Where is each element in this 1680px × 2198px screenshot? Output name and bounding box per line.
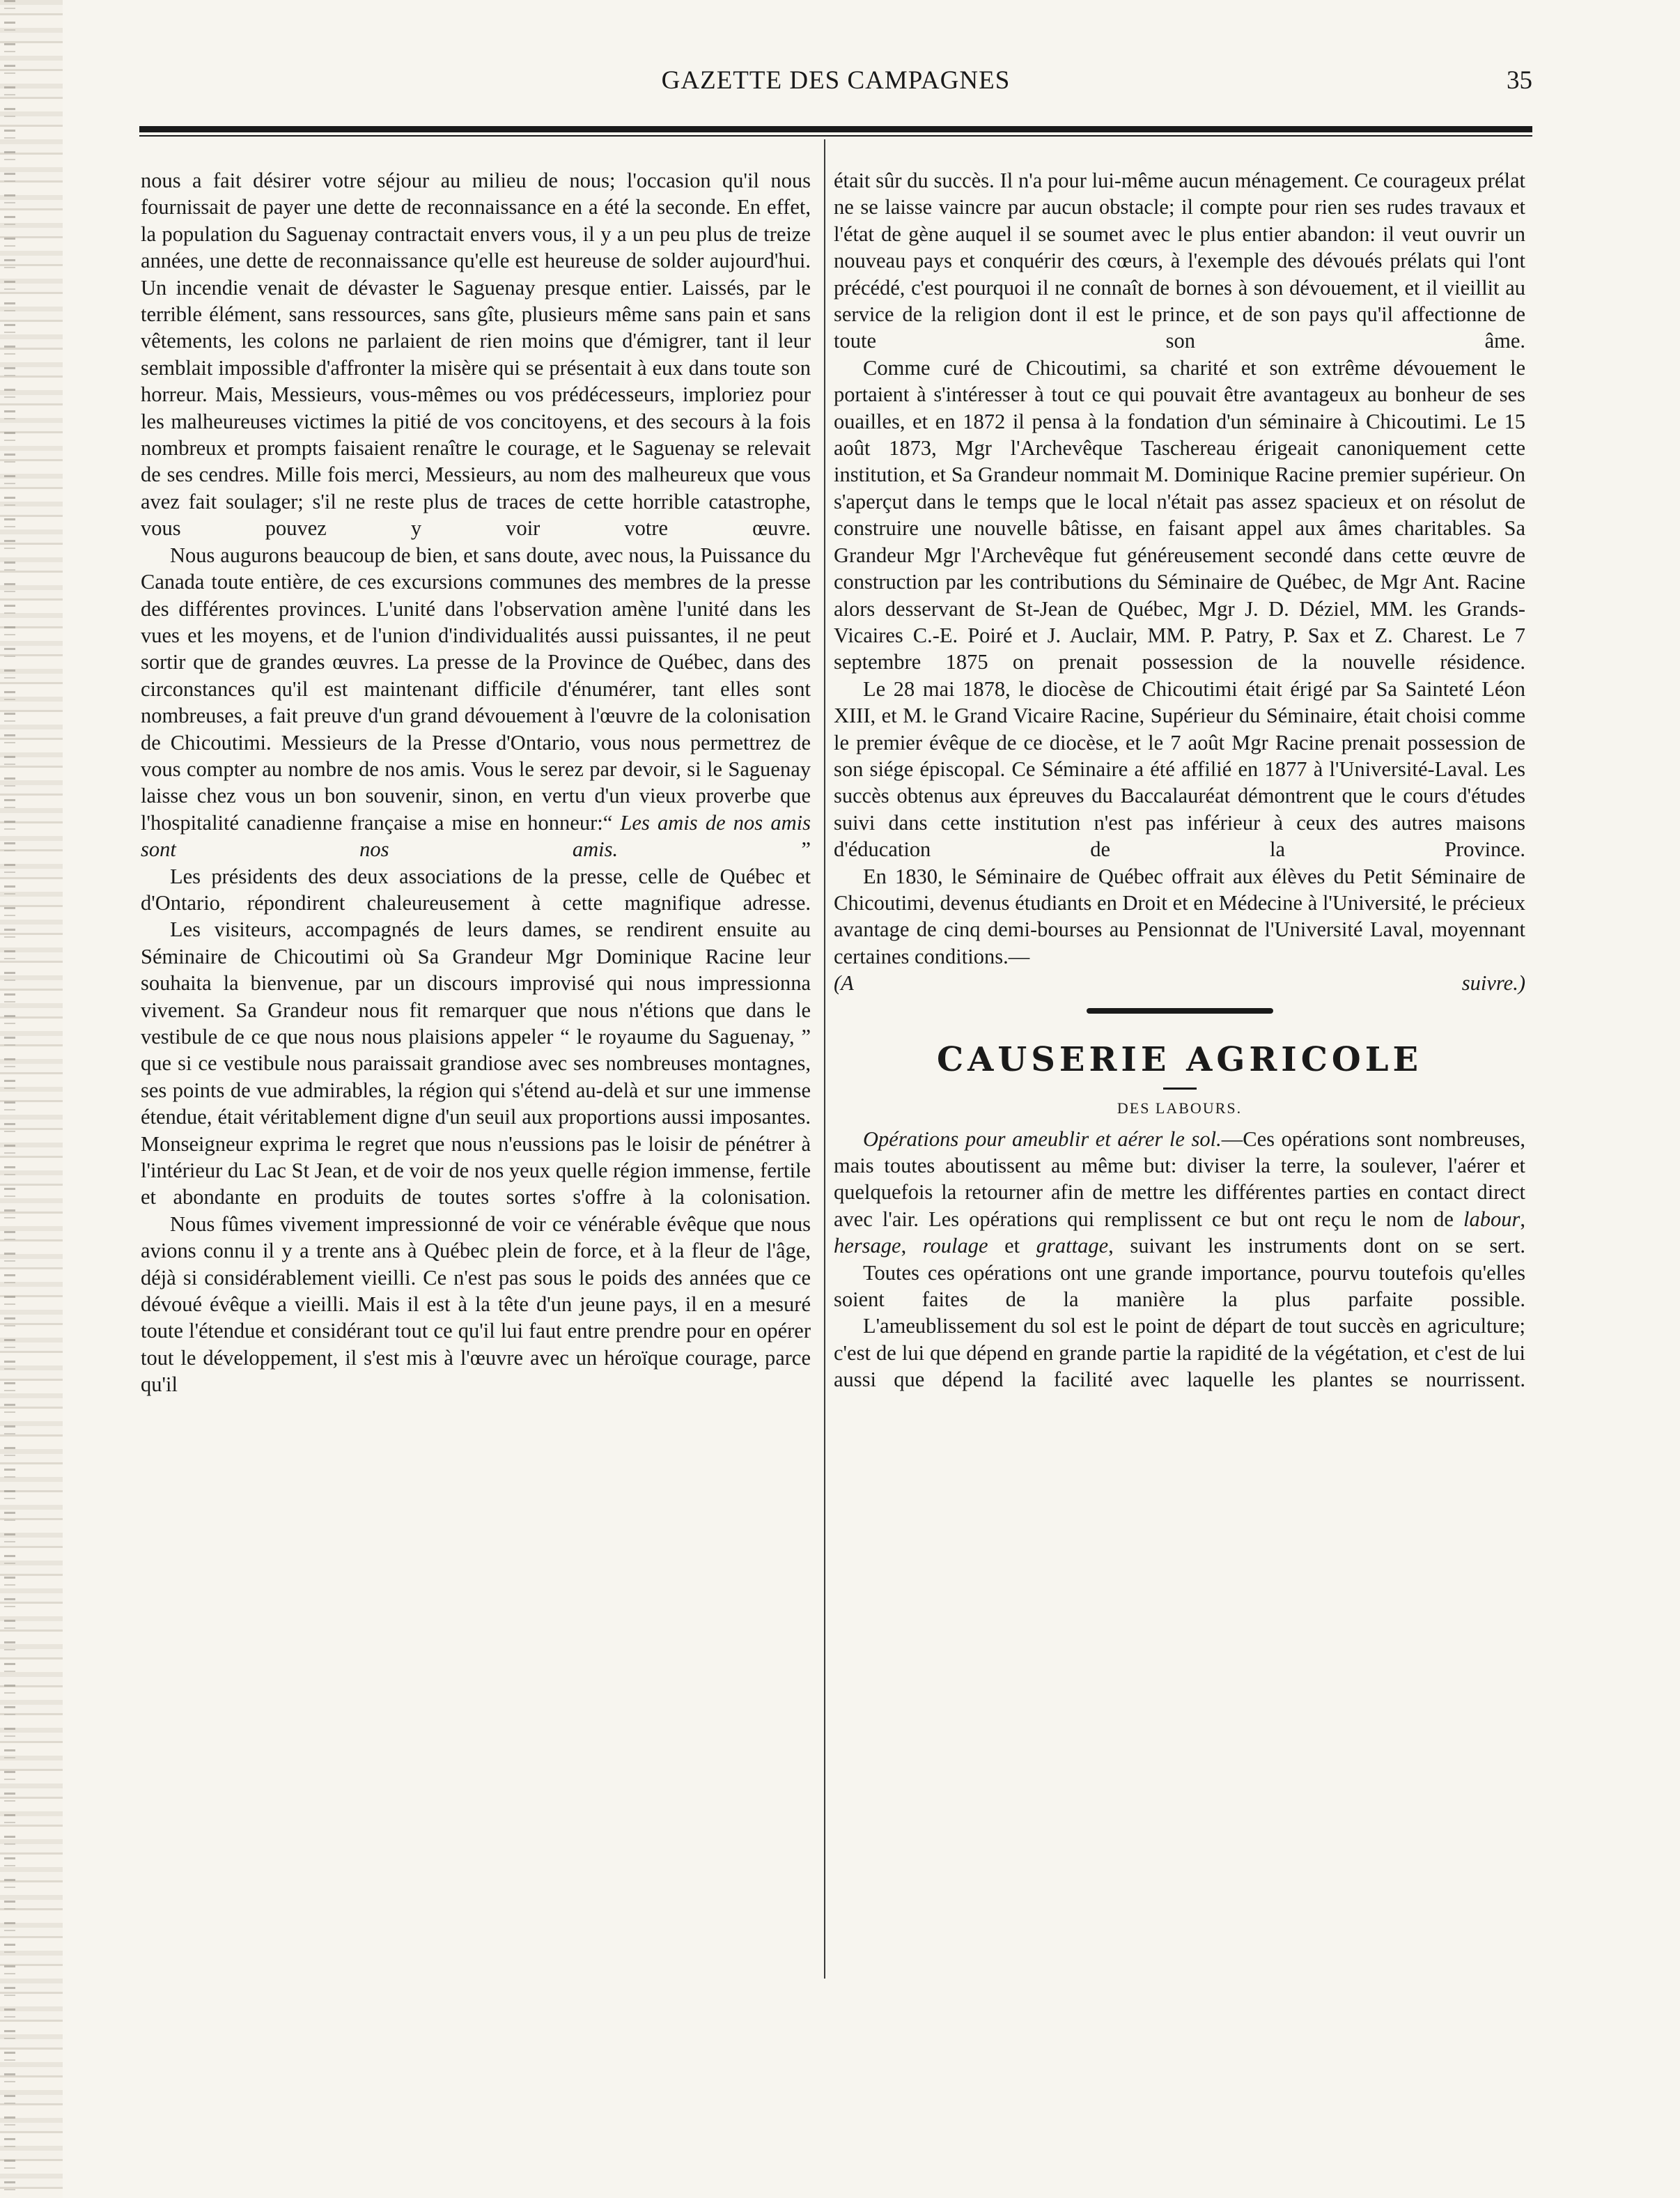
article-paragraph: Toutes ces opérations ont une grande importance, pourvu toutefois qu'elles soient faites de la manière la plus parfaite possible. (834, 1260, 1525, 1312)
article-paragraph: était sûr du succès. Il n'a pour lui-même aucun ménagement. Ce courageux prélat ne se laisse vaincre par aucun obstacle; il compte pour rien ses rudes travaux et l'état de gène auquel il se soumet avec le plus entier abandon: il veut ouvrir un nouveau pays et conquérir des cœurs, à l'exemple des dévoués prélats qui l'ont précédé, c'est pourquoi il ne connaît de bornes à son dévouement, et il vieillit au service de la religion dont il est le prince, et de son pays qu'il affectionne de toute son âme. (834, 169, 1525, 353)
article-paragraph: En 1830, le Séminaire de Québec offrait aux élèves du Petit Séminaire de Chicoutimi, devenus étudiants en Droit et en Médecine à l'Université, le précieux avantage de cinq demi-bourses au Pensionnat de l'Université Laval, moyennant certaines conditions.— (834, 864, 1525, 968)
article-paragraph: L'ameublissement du sol est le point de départ de tout succès en agriculture; c'est de lui que dépend en grande partie la rapidité de la végétation, et c'est de lui aussi que dépend la facilité avec laquelle les plantes se nourrissent. (834, 1314, 1525, 1392)
section-ornament-rule (1087, 1008, 1273, 1014)
article-paragraph: Les présidents des deux associations de la presse, celle de Québec et d'Ontario, répondirent chaleureusement à cette magnifique adresse. (141, 864, 811, 915)
left-column (141, 167, 811, 1398)
header-rule-thick (139, 126, 1532, 132)
running-title: GAZETTE DES CAMPAGNES (661, 66, 1011, 95)
article-paragraph: Opérations pour ameublir et aérer le sol.—Ces opérations sont nombreuses, mais toutes aboutissent au même but: diviser la terre, la soulever, l'aérer et quelquefois la retourner afin de mettre les différentes parties en contact direct avec l'air. Les opérations qui remplissent ce but ont reçu le nom de labour, hersage, roulage et grattage, suivant les instruments dont on se sert. (834, 1127, 1525, 1258)
article-paragraph: Nous augurons beaucoup de bien, et sans doute, avec nous, la Puissance du Canada toute entière, de ces excursions communes des membres de la presse des différentes provinces. L'unité dans l'observation amène l'unité dans les vues et les moyens, et de l'union d'individualités aussi puissantes, il ne peut sortir que de grandes œuvres. La presse de la Province de Québec, dans des circonstances qu'il est maintenant difficile d'énumérer, tant elles sont nombreuses, a fait preuve d'un grand dévouement à l'œuvre de la colonisation de Chicoutimi. Messieurs de la Presse d'Ontario, vous nous permettrez de vous compter au nombre de nos amis. Vous le serez par devoir, si le Saguenay laisse chez vous un bon souvenir, sinon, en vertu d'un vieux proverbe que l'hospitalité canadienne française a mise en honneur:“ Les amis de nos amis sont nos amis. ” (141, 543, 811, 862)
right-column (834, 167, 1525, 1393)
page-binding-edge (0, 0, 63, 2198)
article-paragraph: Le 28 mai 1878, le diocèse de Chicoutimi était érigé par Sa Sainteté Léon XIII, et M. le Grand Vicaire Racine, Supérieur du Séminaire, était choisi comme le premier évêque de ce diocèse, et le 7 août Mgr Racine prenait possession de son siége épiscopal. Ce Séminaire a été affilié en 1877 à l'Université-Laval. Les succès obtenus aux épreuves du Baccalauréat démontrent que le cours d'études suivi dans cette institution n'est pas inférieur à ceux des autres maisons d'éducation de la Province. (834, 676, 1525, 862)
section-subtitle: DES LABOURS. (1117, 1099, 1243, 1117)
page-header (139, 65, 1532, 107)
header-rule-thin (139, 135, 1532, 137)
page-number: 35 (1507, 66, 1532, 95)
a-suivre-note: (A suivre.) (834, 971, 1525, 996)
section-dash (1163, 1088, 1197, 1090)
article-paragraph: Nous fûmes vivement impressionné de voir ce vénérable évêque que nous avions connu il y a trente ans à Québec plein de force, et à la fleur de l'âge, déjà si considérablement vieilli. Ce n'est pas sous le poids des années que ce dévoué évêque a vieilli. Mais il est à la tête d'un jeune pays, il en a mesuré toute l'étendue et considérant tout ce qu'il lui faut entre prendre pour en opérer tout le développement, il s'est mis à l'œuvre avec un héroïque courage, parce qu'il (141, 1212, 811, 1397)
article-paragraph: Comme curé de Chicoutimi, sa charité et son extrême dévouement le portaient à s'intéresser à tout ce qui pouvait être avantageux au bonheur de ses ouailles, et en 1872 il pensa à la fondation d'un séminaire à Chicoutimi. Le 15 août 1873, Mgr l'Archevêque Taschereau érigeait canoniquement cette institution, et Sa Grandeur nommait M. Dominique Racine premier supérieur. On s'aperçut dans le temps que le local n'était pas assez spacieux et on résolut de construire une nouvelle bâtisse, en faisant appel aux âmes charitables. Sa Grandeur Mgr l'Archevêque fut généreusement secondé dans cette œuvre de construction par les contributions du Séminaire de Québec, de Mgr Ant. Racine alors desservant de St-Jean de Québec, Mgr J. D. Déziel, MM. les Grands-Vicaires C.-E. Poiré et J. Auclair, MM. P. Patry, P. Sax et Z. Charest. Le 7 septembre 1875 on prenait possession de la nouvelle résidence. (834, 355, 1525, 674)
section-title: CAUSERIE AGRICOLE (936, 1039, 1423, 1079)
proverb-quote: Les amis de nos amis sont nos amis. (141, 810, 811, 862)
article-paragraph: Les visiteurs, accompagnés de leurs dames, se rendirent ensuite au Séminaire de Chicoutimi où Sa Grandeur Mgr Dominique Racine leur souhaita la bienvenue, par un discours improvisé qui nous impressionna vivement. Sa Grandeur nous fit remarquer que nous n'étions que dans le vestibule de ce que nous nous plaisions appeler “ le royaume du Saguenay, ” que si ce vestibule nous paraissait grandiose avec ses nombreuses montagnes, ses points de vue admirables, la région qui s'étend au-delà et sur une immense étendue, était véritablement digne d'un seuil aux proportions aussi imposantes. Monseigneur exprima le regret que nous n'eussions pas le loisir de pénétrer à l'intérieur du Lac St Jean, et de voir de nos yeux quelle région immense, fertile et abondante en produits de toutes sortes s'offre à la colonisation. (141, 918, 811, 1209)
article-paragraph: nous a fait désirer votre séjour au milieu de nous; l'occasion qu'il nous fournissait de payer une dette de reconnaissance en a été la seconde. En effet, la population du Saguenay contractait envers vous, il y a un peu plus de treize années, une dette de reconnaissance qu'elle est heureuse de solder aujourd'hui. Un incendie venait de dévaster le Saguenay presque entier. Laissés, par le terrible élément, sans ressources, sans gîte, plusieurs même sans pain et sans vêtements, les colons ne parlaient de rien moins que d'émigrer, tant il leur semblait impossible d'affronter la misère qui se présentait à eux dans toute son horreur. Mais, Messieurs, vous-mêmes ou vos prédécesseurs, imploriez pour les malheureuses victimes la pitié de vos concitoyens, et des secours à la fois nombreux et prompts faisaient renaître le courage, et le Saguenay se relevait de ses cendres. Mille fois merci, Messieurs, au nom des malheureux que vous avez fait soulager; s'il ne reste plus de traces de cette horrible catastrophe, vous pouvez y voir votre œuvre. (141, 169, 811, 541)
column-divider (824, 139, 825, 1979)
